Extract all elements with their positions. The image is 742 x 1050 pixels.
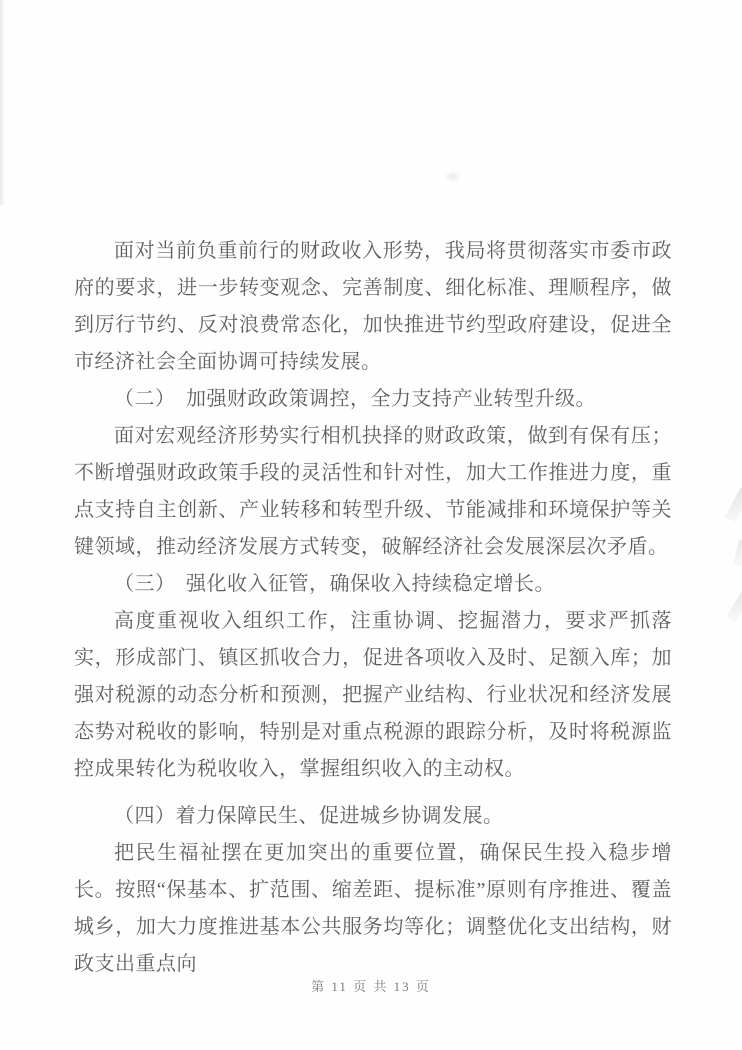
scan-streak-artifact	[733, 539, 742, 566]
scan-edge-artifact	[0, 0, 7, 205]
body-paragraph: 把民生福祉摆在更加突出的重要位置，确保民生投入稳步增长。按照“保基本、扩范围、缩差距、提标准”原则有序推进、覆盖城乡，加大力度推进基本公共服务均等化；调整优化支出结构，财政支出重点向	[74, 842, 672, 975]
scan-streak-artifact	[725, 487, 742, 523]
section-heading-4: （四）着力保障民生、促进城乡协调发展。	[114, 805, 504, 827]
section-heading-2: （二） 加强财政政策调控，全力支持产业转型升级。	[114, 388, 596, 410]
scan-smudge-artifact	[444, 170, 462, 183]
scan-streak-artifact	[726, 591, 742, 622]
body-paragraph: 高度重视收入组织工作，注重协调、挖掘潜力，要求严抓落实，形成部门、镇区抓收合力，促进各项收入及时、足额入库；加强对税源的动态分析和预测，把握产业结构、行业状况和经济发展态势对税收的影响，特别是对重点税源的跟踪分析，及时将税源监控成果转化为税收收入，掌握组织收入的主动权。	[74, 610, 672, 780]
body-paragraph: 面对宏观经济形势实行相机抉择的财政政策，做到有保有压；不断增强财政政策手段的灵活性和针对性，加大工作推进力度，重点支持自主创新、产业转移和转型升级、节能减排和环境保护等关键领域，推动经济发展方式转变，破解经济社会发展深层次矛盾。	[74, 425, 672, 558]
document-body	[74, 233, 672, 983]
page-number: 第 11 页 共 13 页	[311, 979, 431, 994]
body-paragraph: 面对当前负重前行的财政收入形势，我局将贯彻落实市委市政府的要求，进一步转变观念、完善制度、细化标准、理顺程序，做到厉行节约、反对浪费常态化，加快推进节约型政府建设，促进全市经济社会全面协调可持续发展。	[74, 240, 672, 373]
section-heading-3: （三） 强化收入征管，确保收入持续稳定增长。	[114, 573, 555, 595]
